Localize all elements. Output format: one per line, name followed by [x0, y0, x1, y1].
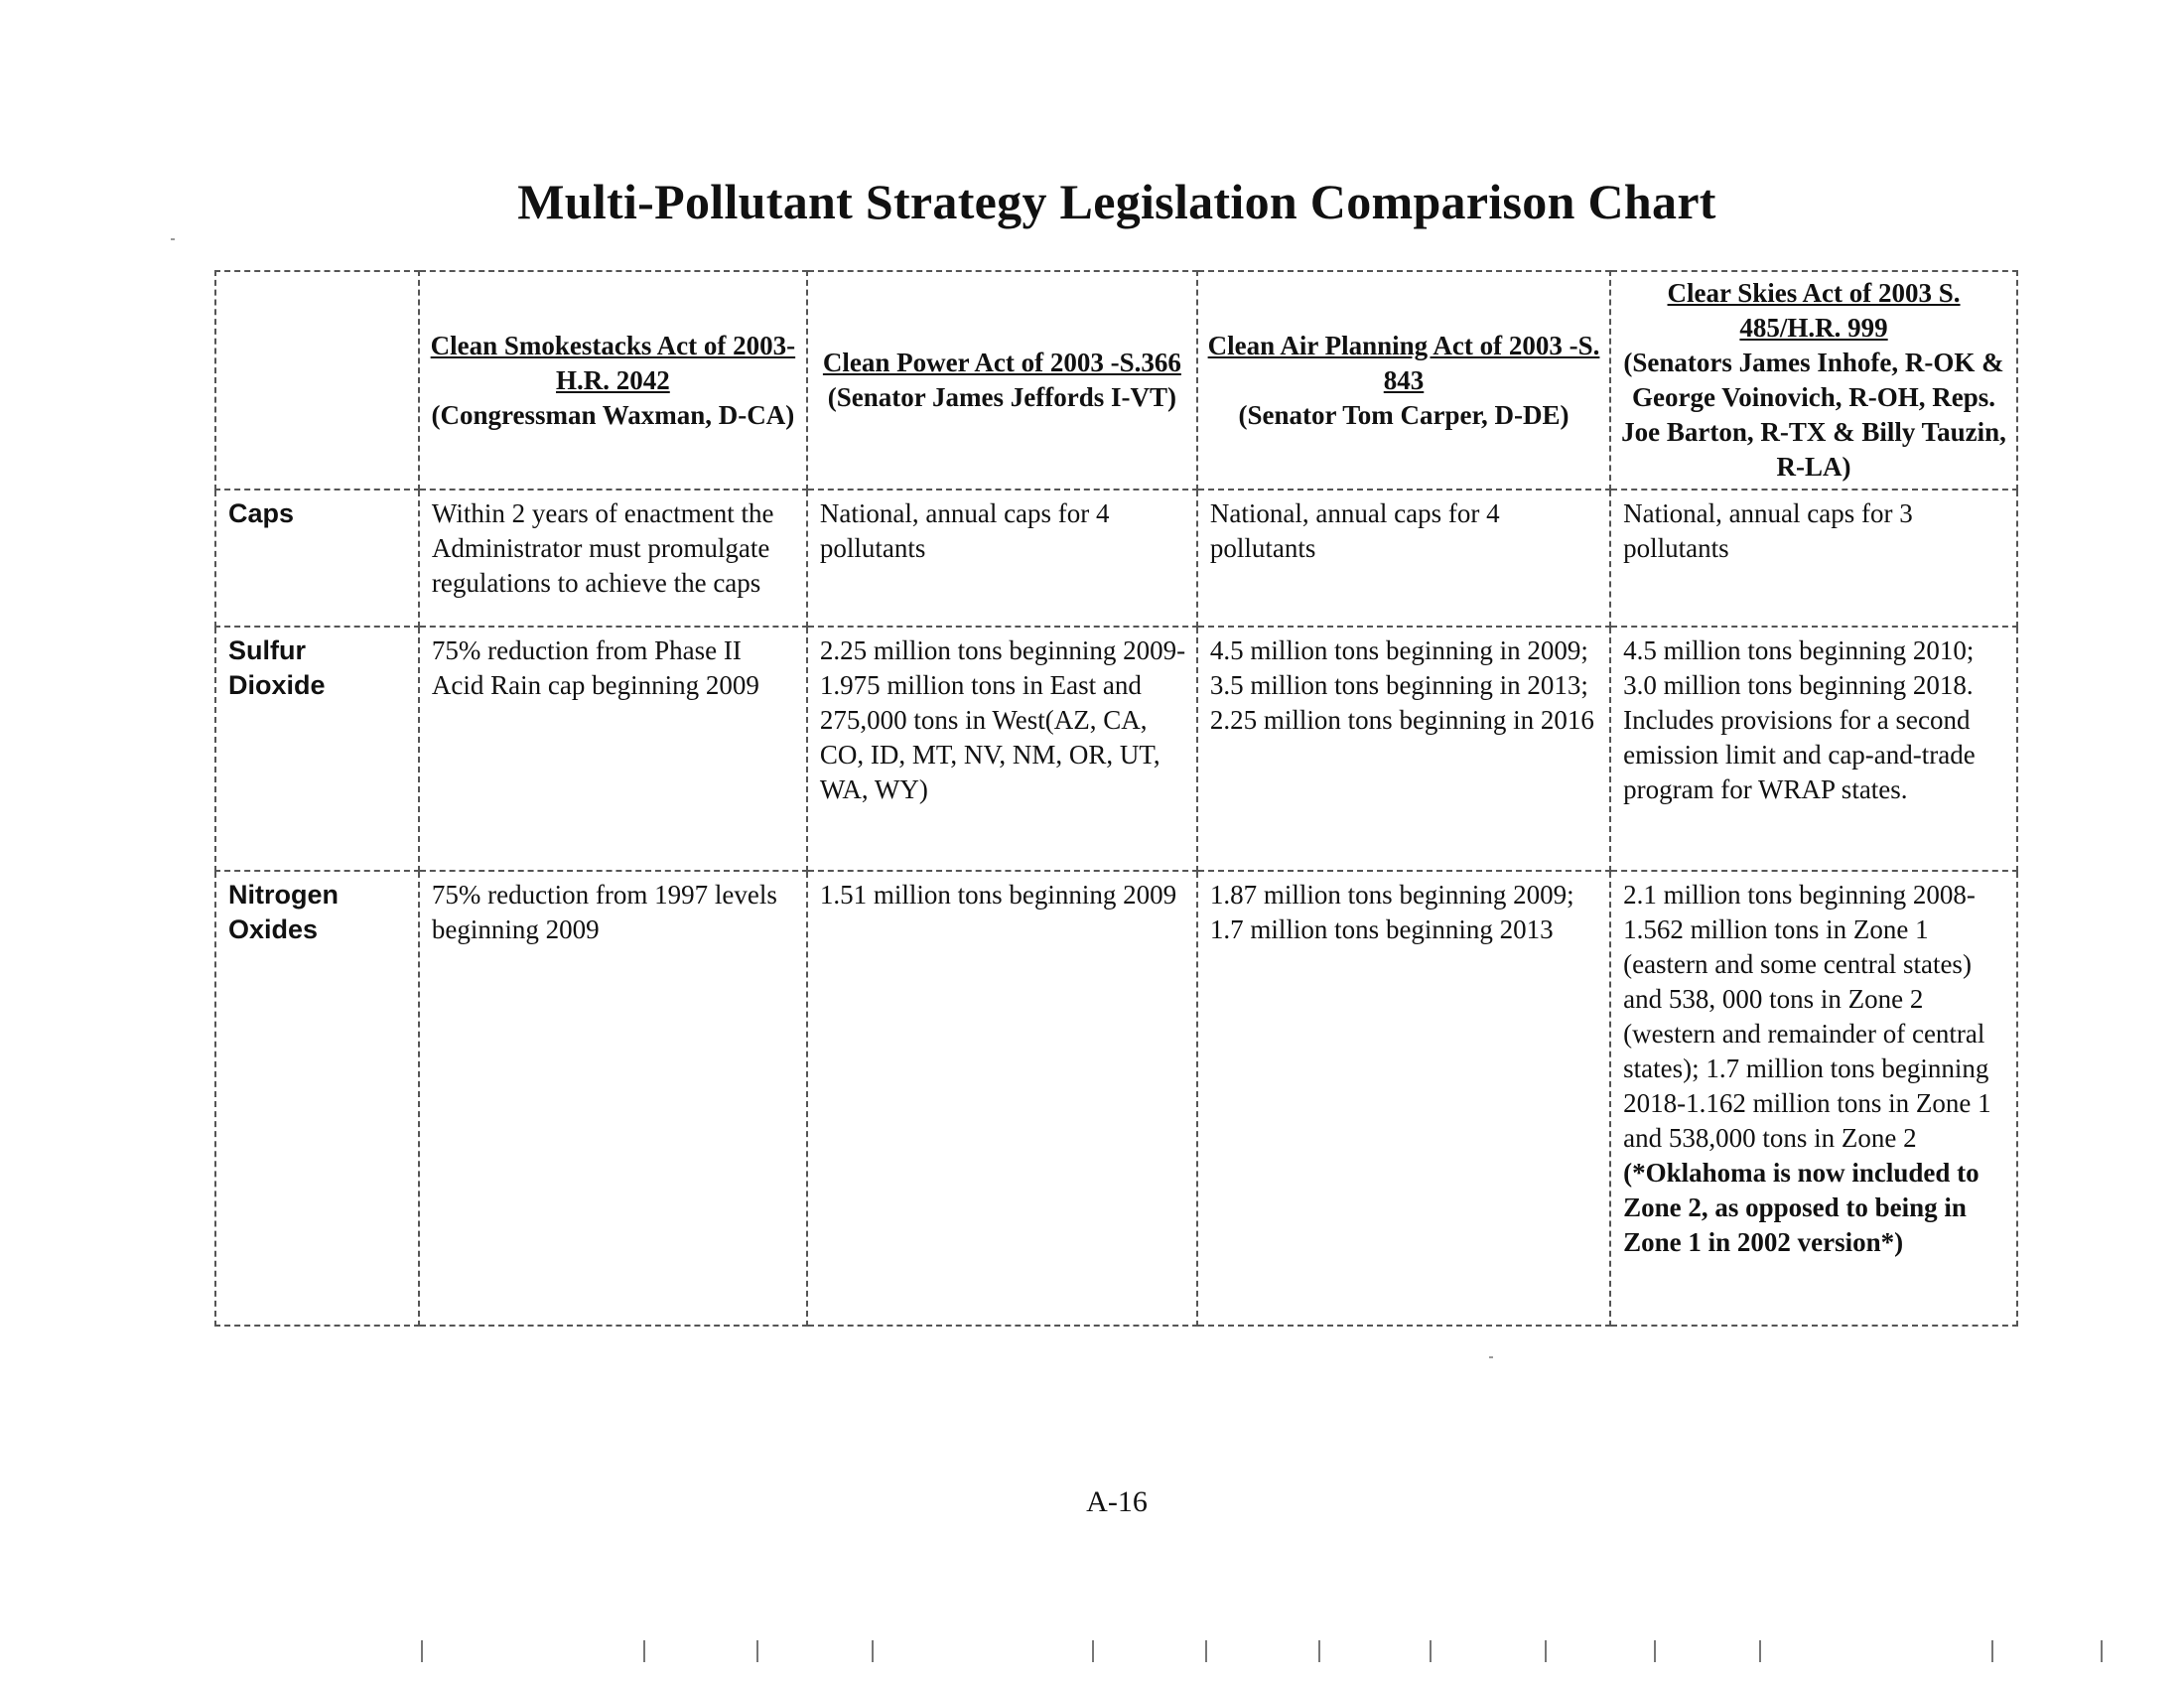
table-row-nitrogen-oxides — [215, 871, 2017, 1326]
bill-sponsor: (Senator Tom Carper, D-DE) — [1238, 399, 1570, 430]
table-cell: 1.87 million tons beginning 2009; 1.7 million tons beginning 2013 — [1197, 871, 1610, 1326]
bill-name: Clean Smokestacks Act of 2003-H.R. 2042 — [430, 330, 796, 395]
table-row-caps — [215, 490, 2017, 627]
scan-artifact — [1759, 1640, 1761, 1662]
scan-artifact — [1205, 1640, 1207, 1662]
table-row-sulfur-dioxide — [215, 627, 2017, 871]
row-label-nitrogen-oxides: Nitrogen Oxides — [215, 871, 419, 1326]
scan-artifact — [171, 238, 175, 240]
table-cell: 2.25 million tons beginning 2009-1.975 million tons in East and 275,000 tons in West(AZ, CA, CO, ID, MT, NV, NM, OR, UT, WA, WY) — [807, 627, 1197, 871]
bill-name: Clean Air Planning Act of 2003 -S. 843 — [1207, 330, 1600, 395]
table-cell: National, annual caps for 4 pollutants — [807, 490, 1197, 627]
cell-text: 2.1 million tons beginning 2008-1.562 million tons in Zone 1 (eastern and some central states) and 538, 000 tons in Zone 2 (western and remainder of central states); 1.7 million tons beginning 2018-1.162 million tons in Zone 1 and 538,000 tons in Zone 2 — [1623, 880, 1991, 1153]
page-title: Multi-Pollutant Strategy Legislation Comparison Chart — [517, 174, 1716, 229]
bill-name: Clear Skies Act of 2003 S. 485/H.R. 999 — [1667, 278, 1961, 343]
column-header-clean-power — [807, 271, 1197, 490]
header-row — [215, 271, 2017, 490]
scan-artifact — [643, 1640, 645, 1662]
bold-note: (*Oklahoma is now included to Zone 2, as opposed to being in Zone 1 in 2002 version*) — [1623, 1158, 1979, 1257]
table-cell: 1.51 million tons beginning 2009 — [807, 871, 1197, 1326]
row-label-sulfur-dioxide: Sulfur Dioxide — [215, 627, 419, 871]
table-cell: 4.5 million tons beginning 2010; 3.0 million tons beginning 2018. Includes provisions for a second emission limit and cap-and-trade program for WRAP states. — [1610, 627, 2017, 871]
column-header-clean-air-planning — [1197, 271, 1610, 490]
table-cell: 75% reduction from 1997 levels beginning 2009 — [419, 871, 807, 1326]
table-cell: Within 2 years of enactment the Administrator must promulgate regulations to achieve the caps — [419, 490, 807, 627]
comparison-table — [214, 270, 2018, 1327]
table-cell: 4.5 million tons beginning in 2009; 3.5 million tons beginning in 2013; 2.25 million tons beginning in 2016 — [1197, 627, 1610, 871]
bill-name: Clean Power Act of 2003 -S.366 — [822, 348, 1181, 377]
column-header-clean-smokestacks — [419, 271, 807, 490]
header-corner-cell — [215, 271, 419, 490]
table-cell-with-note — [1610, 871, 2017, 1326]
table-cell: 75% reduction from Phase II Acid Rain cap beginning 2009 — [419, 627, 807, 871]
scan-artifact — [756, 1640, 758, 1662]
scan-artifact — [1545, 1640, 1547, 1662]
bill-sponsor: (Senators James Inhofe, R-OK & George Voinovich, R-OH, Reps. Joe Barton, R-TX & Billy Tauzin, R-LA) — [1621, 348, 2006, 482]
page-number: A-16 — [1086, 1485, 1148, 1518]
scan-artifact — [1430, 1640, 1432, 1662]
column-header-clear-skies — [1610, 271, 2017, 490]
scan-artifact — [872, 1640, 874, 1662]
table-cell: National, annual caps for 3 pollutants — [1610, 490, 2017, 627]
table-cell: National, annual caps for 4 pollutants — [1197, 490, 1610, 627]
scan-artifact — [2101, 1640, 2103, 1662]
row-label-caps: Caps — [215, 490, 419, 627]
bill-sponsor: (Senator James Jeffords I-VT) — [827, 382, 1176, 412]
bill-sponsor: (Congressman Waxman, D-CA) — [431, 399, 795, 430]
scan-artifact — [1489, 1356, 1493, 1358]
scan-artifact — [421, 1640, 423, 1662]
scan-artifact — [1654, 1640, 1656, 1662]
scan-artifact — [1318, 1640, 1320, 1662]
scan-artifact — [1092, 1640, 1094, 1662]
scan-artifact — [1991, 1640, 1993, 1662]
